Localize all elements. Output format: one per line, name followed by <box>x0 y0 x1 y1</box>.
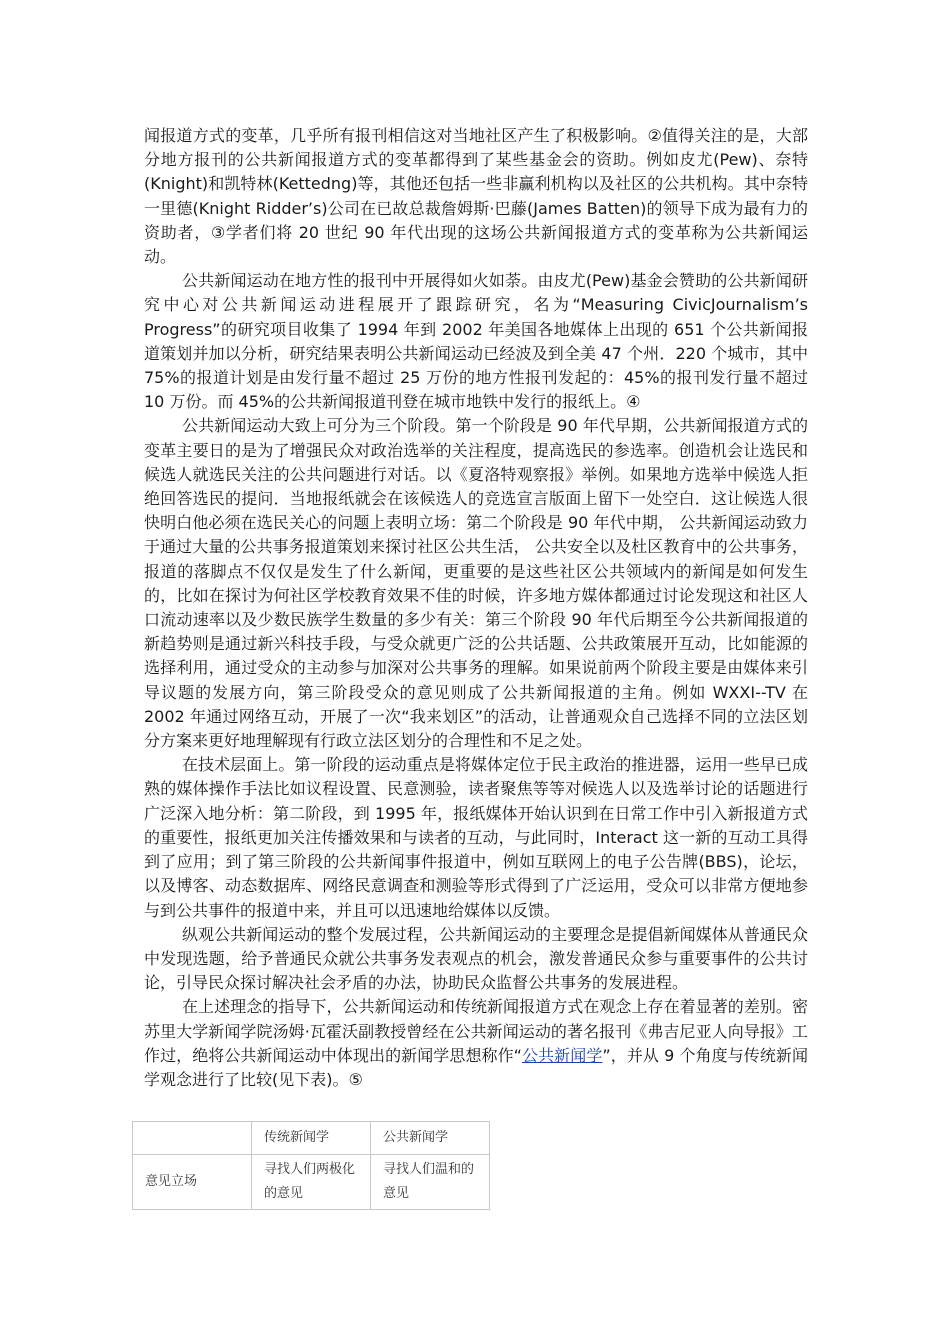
paragraph-6-text-end: ”，并从 9 个角度与传统新闻学观念进行了比较(见下表)。⑤ <box>144 1045 808 1089</box>
paragraph-4: 在技术层面上。第一阶段的运动重点是将媒体定位于民主政治的推进器，运用一些早已成熟的媒体操作手法比如议程设置、民意测验，读者聚焦等等对候选人以及选举讨论的话题进行广泛深入地分析：第二阶段，到 1995 年，报纸媒体开始认识到在日常工作中引入新报道方式的重要性，报纸更加关注传播效果和与读者的互动，与此同时，Interact 这一新的互动工具得到了应用；到了第三阶段的公共新闻事件报道中，例如互联网上的电子公告牌(BBS)，论坛，以及博客、动态数据库、网络民意调查和测验等形式得到了广泛运用，受众可以非常方便地参与到公共事件的报道中来，并且可以迅速地给媒体以反馈。 <box>144 755 808 920</box>
paragraph-2: 公共新闻运动在地方性的报刊中开展得如火如荼。由皮尤(Pew)基金会赞助的公共新闻研究中心对公共新闻运动进程展开了跟踪研究，名为“Measuring CivicJournalism’s Progress”的研究项目收集了 1994 年到 2002 年美国各地媒体上出现的 651 个公共新闻报道策划并加以分析，研究结果表明公共新闻运动已经波及到全美 47 个州．220 个城市，其中 75%的报道计划是由发行量不超过 25 万份的地方性报刊发起的：45%的报刊发行量不超过 10 万份。而 45%的公共新闻报道刊登在城市地铁中发行的报纸上。④ <box>144 271 808 412</box>
table-header-traditional: 传统新闻学 <box>252 1122 371 1155</box>
paragraph-1: 闻报道方式的变革，几乎所有报刊相信这对当地社区产生了积极影响。②值得关注的是，大部分地方报刊的公共新闻报道方式的变革都得到了某些基金会的资助。例如皮尤(Pew)、奈特(Knight)和凯特林(Kettedng)等，其他还包括一些非赢利机构以及社区的公共机构。其中奈特一里德(Knight Ridder’s)公司在已故总裁詹姆斯·巴藤(James Batten)的领导下成为最有力的资助者，③学者们将 20 世纪 90 年代出现的这场公共新闻报道方式的变革称为公共新闻运动。 <box>144 126 808 267</box>
paragraph-5: 纵观公共新闻运动的整个发展过程，公共新闻运动的主要理念是提倡新闻媒体从普通民众中发现选题，给予普通民众就公共事务发表观点的机会，激发普通民众参与重要事件的公共讨论，引导民众探讨解决社会矛盾的办法，协助民众监督公共事务的发展进程。 <box>144 924 808 993</box>
comparison-table <box>132 1121 490 1210</box>
table-header-public: 公共新闻学 <box>371 1122 490 1155</box>
table-header-cell-empty <box>133 1122 252 1155</box>
paragraph-6 <box>144 995 808 1092</box>
article-body <box>144 124 808 1092</box>
public-journalism-link[interactable]: 公共新闻学 <box>521 1045 603 1065</box>
table-cell-traditional: 寻找人们两极化的意见 <box>252 1155 371 1210</box>
table-row <box>133 1155 490 1210</box>
table-cell-public: 寻找人们温和的意见 <box>371 1155 490 1210</box>
table-row-label: 意见立场 <box>133 1155 252 1210</box>
paragraph-6-text-start: 在上述理念的指导下，公共新闻运动和传统新闻报道方式在观念上存在着显著的差别。密苏里大学新闻学院汤姆·瓦霍沃副教授曾经在公共新闻运动的著名报刊《弗吉尼亚人向导报》工作过，绝将公共新闻运动中体现出的新闻学思想称作“ <box>144 997 808 1065</box>
table-header-row <box>133 1122 490 1155</box>
paragraph-3: 公共新闻运动大致上可分为三个阶段。第一个阶段是 90 年代早期，公共新闻报道方式的变革主要日的是为了增强民众对政治选举的关注程度，提高选民的参选率。创造机会让选民和候选人就选民关注的公共问题进行对话。以《夏洛特观察报》举例。如果地方选举中候选人拒绝回答选民的提问．当地报纸就会在该候选人的竞选宣言版面上留下一处空白．这让候选人很快明白他必须在选民关心的问题上表明立场：第二个阶段是 90 年代中期， 公共新闻运动致力于通过大量的公共事务报道策划来探讨社区公共生活， 公共安全以及杜区教育中的公共事务，报道的落脚点不仅仅是发生了什么新闻，更重要的是这些社区公共领域内的新闻是如何发生的，比如在探讨为何社区学校教育效果不佳的时候，许多地方媒体都通过讨论发现这和社区人口流动速率以及少数民族学生数量的多少有关：第三个阶段 90 年代后期至今公共新闻报道的新趋势则是通过新兴科技手段，与受众就更广泛的公共话题、公共政策展开互动，比如能源的选择利用，通过受众的主动参与加深对公共事务的理解。如果说前两个阶段主要是由媒体来引导议题的发展方向，第三阶段受众的意见则成了公共新闻报道的主角。例如 WXXI--TV 在 2002 年通过网络互动，开展了一次“我来划区”的活动，让普通观众自己选择不同的立法区划分方案来更好地理解现有行政立法区划分的合理性和不足之处。 <box>144 416 808 751</box>
